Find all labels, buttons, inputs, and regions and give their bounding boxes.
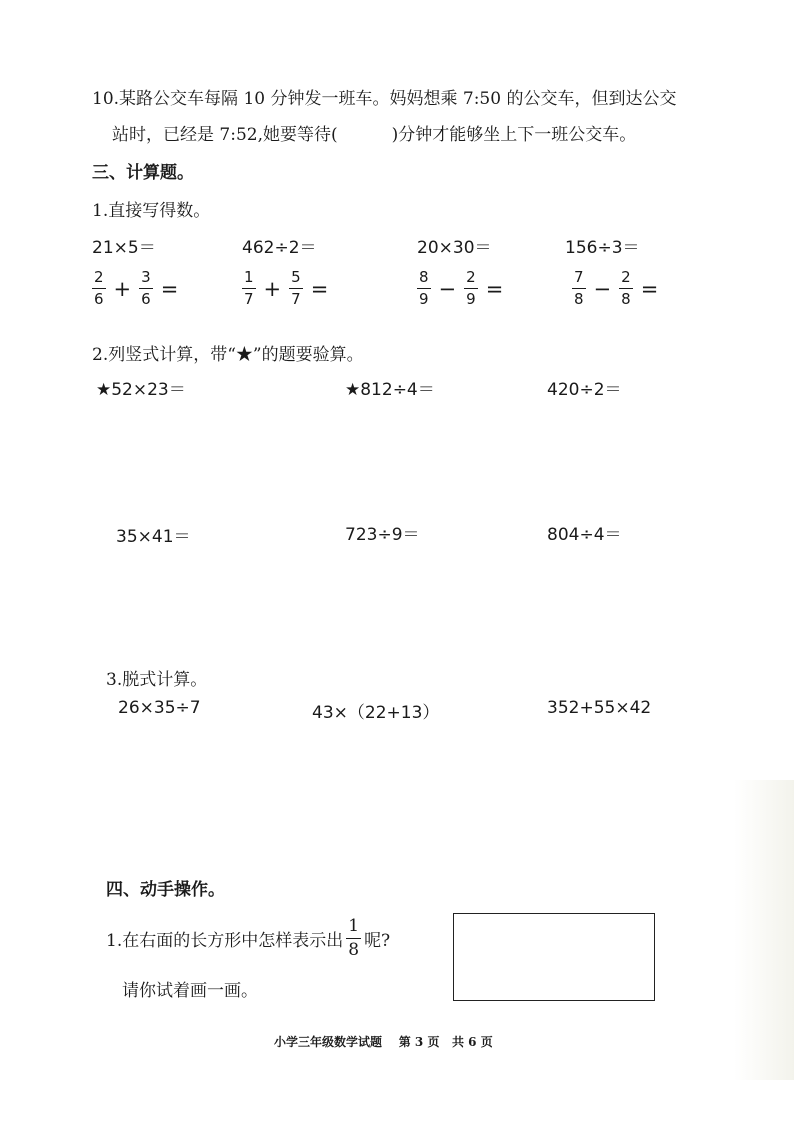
p1-frac-expr-3 [417,270,503,307]
section3-heading: 三、计算题。 [92,163,194,183]
p3-expr-1: 26×35÷7 [118,698,201,718]
p2-expr-6: 804÷4＝ [547,525,622,545]
fraction: $\frac{5}{7}$ [291,268,301,308]
fraction: $\frac{1}{7}$ [244,268,254,308]
q10-line2-pre: 站时，已经是 7:52,她要等待( [112,125,338,145]
footer-title: 小学三年级数学试题 [274,1035,383,1049]
p1-frac-expr-1 [92,270,178,307]
minus-sign: − [438,276,457,301]
equals-sign: = [485,276,504,301]
fraction: $\frac{7}{8}$ [574,268,584,308]
p2-title: 2.列竖式计算，带“★”的题要验算。 [92,345,364,365]
fraction: $\frac{2}{6}$ [94,268,104,308]
p3-title: 3.脱式计算。 [106,670,208,690]
fraction: $\frac{2}{9}$ [466,268,476,308]
section4-heading: 四、动手操作。 [106,880,225,900]
p1-title: 1.直接写得数。 [92,201,211,221]
plus-sign: + [113,276,132,301]
fraction-one-eighth: $\frac{1}{8}$ [348,916,360,960]
p2-expr-5: 723÷9＝ [345,525,420,545]
q10-line2 [112,120,636,145]
p1-expr-3: 20×30＝ [417,238,492,258]
fraction: $\frac{8}{9}$ [419,268,429,308]
p2-expr-3: 420÷2＝ [547,380,622,400]
fraction: $\frac{3}{6}$ [141,268,151,308]
p2-expr-4: 35×41＝ [116,527,191,547]
scan-edge-shade [734,780,794,1080]
minus-sign: − [593,276,612,301]
page-footer [274,1033,493,1050]
p3-expr-3: 352+55×42 [547,698,652,718]
plus-sign: + [263,276,282,301]
p3-expr-2: 43×（22+13） [312,703,440,723]
q10-line1: 10.某路公交车每隔 10 分钟发一班车。妈妈想乘 7:50 的公交车，但到达公交 [92,89,677,109]
s4-q1-line1 [106,918,390,959]
p1-expr-1: 21×5＝ [92,238,156,258]
drawing-rectangle[interactable] [453,913,655,1001]
q10-line2-post: )分钟才能够坐上下一班公交车。 [391,125,637,145]
footer-total: 共 6 页 [452,1035,493,1049]
equals-sign: = [640,276,659,301]
equals-sign: = [160,276,179,301]
p1-expr-4: 156÷3＝ [565,238,640,258]
p2-expr-2: ★812÷4＝ [345,380,435,400]
fraction: $\frac{2}{8}$ [621,268,631,308]
p1-expr-2: 462÷2＝ [242,238,317,258]
s4-q1-pre: 1.在右面的长方形中怎样表示出 [106,931,344,951]
p1-frac-expr-4 [572,270,658,307]
equals-sign: = [310,276,329,301]
s4-q1-post: 呢? [364,931,391,951]
s4-q1-line2: 请你试着画一画。 [122,981,258,1001]
footer-page: 第 3 页 [398,1035,440,1049]
p1-frac-expr-2 [242,270,328,307]
p2-expr-1: ★52×23＝ [96,380,186,400]
